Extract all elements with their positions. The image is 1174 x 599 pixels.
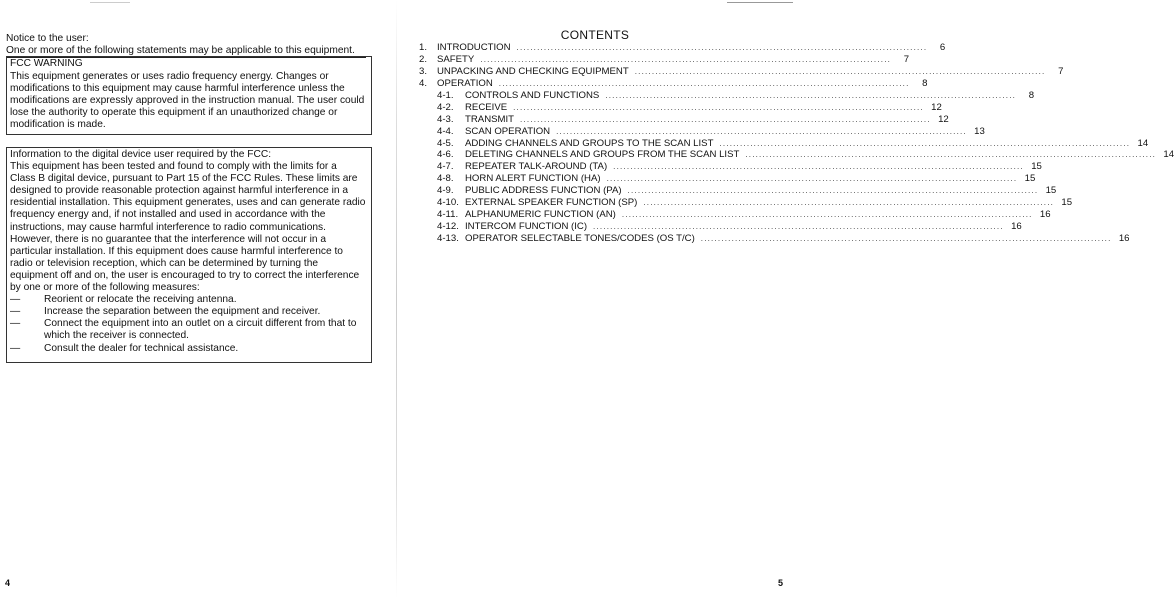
fcc-warning-title: FCC WARNING: [10, 58, 83, 69]
digital-device-body: [10, 149, 367, 294]
measure-text: which the receiver is connected.: [44, 330, 189, 342]
toc-entry-page: 12: [938, 113, 949, 125]
toc-entry-label: SCAN OPERATION: [465, 125, 551, 137]
toc-entry: [419, 173, 1036, 185]
toc-entry: [419, 209, 1051, 221]
table-of-contents: [419, 42, 1174, 245]
toc-entry-label: INTRODUCTION: [437, 42, 511, 53]
fcc-warning-box: [6, 56, 372, 135]
measure-text: Reorient or relocate the receiving antenna.: [44, 294, 237, 306]
fcc-warning-line: modification is made.: [10, 119, 106, 131]
digital-device-line: Information to the digital device user required by the FCC:: [10, 149, 272, 160]
notice-section: [6, 33, 366, 58]
toc-leader-dots: ........................................................................................................................: [513, 102, 924, 112]
toc-entry: [419, 197, 1073, 209]
toc-entry-page: 16: [1118, 233, 1130, 244]
toc-leader-dots: ........................................................................................................................: [719, 138, 1131, 148]
toc-entry: [419, 221, 1022, 233]
contents-title: CONTENTS: [560, 28, 630, 42]
toc-entry-number: 4-9.: [437, 185, 454, 197]
toc-leader-dots: ........................................................................................................................: [745, 150, 1157, 160]
left-page: [0, 0, 396, 599]
toc-leader-dots: ........................................................................................................................: [480, 54, 892, 64]
toc-entry: [419, 233, 1130, 245]
toc-entry: [419, 53, 910, 66]
toc-entry-number: 4-12.: [437, 221, 459, 233]
digital-device-line: residential installation. This equipment generates, uses and can generate radio: [10, 197, 366, 209]
toc-entry-page: 16: [1039, 209, 1051, 221]
toc-entry-page: 16: [1011, 221, 1022, 233]
toc-entry-label: EXTERNAL SPEAKER FUNCTION (SP): [465, 197, 638, 209]
toc-entry-page: 15: [1045, 185, 1057, 197]
toc-entry-page: 8: [922, 77, 928, 89]
toc-entry-label: PUBLIC ADDRESS FUNCTION (PA): [465, 185, 622, 197]
measure-item: [10, 318, 367, 342]
toc-entry-number: 4-5.: [437, 137, 454, 149]
digital-device-line: frequency energy and, if not installed and used in accordance with the: [10, 209, 326, 221]
toc-entry: [419, 42, 946, 54]
toc-entry-number: 4-2.: [437, 101, 454, 113]
measures-list: [10, 294, 367, 354]
toc-entry: [419, 113, 949, 126]
toc-entry-page: 15: [1031, 161, 1042, 173]
toc-entry: [419, 101, 942, 114]
scan-artifact-line: [90, 2, 130, 3]
digital-device-line: particular installation. If this equipment does cause harmful interference to: [10, 245, 343, 257]
toc-entry-number: 4-10.: [437, 197, 459, 209]
toc-entry-number: 4-4.: [437, 125, 454, 137]
measure-text: Consult the dealer for technical assistance.: [44, 342, 239, 354]
toc-entry-label: OPERATOR SELECTABLE TONES/CODES (OS T/C): [465, 233, 695, 244]
toc-entry-label: INTERCOM FUNCTION (IC): [465, 221, 588, 233]
digital-device-line: This equipment has been tested and found to comply with the limits for a: [10, 161, 337, 173]
digital-device-line: instructions, may cause harmful interference to radio communications.: [10, 221, 326, 233]
toc-leader-dots: ........................................................................................................................: [498, 78, 910, 88]
toc-entry-page: 7: [1058, 65, 1064, 77]
fcc-warning-line: This equipment generates or uses radio frequency energy. Changes or: [10, 71, 329, 83]
toc-entry: [419, 137, 1149, 150]
toc-entry-number: 4-1.: [437, 89, 454, 101]
toc-leader-dots: ........................................................................................................................: [634, 66, 1046, 76]
right-page: [397, 0, 1174, 599]
measure-item: [10, 294, 367, 306]
toc-entry-page: 14: [1137, 137, 1149, 149]
toc-entry-label: DELETING CHANNELS AND GROUPS FROM THE SCAN LIST: [465, 149, 740, 161]
measure-text: Connect the equipment into an outlet on a circuit different from that to: [44, 318, 357, 330]
measure-dash: —: [10, 306, 21, 318]
toc-entry-number: 4-6.: [437, 149, 454, 161]
toc-entry: [419, 185, 1057, 197]
toc-entry-page: 15: [1024, 173, 1036, 185]
toc-entry-number: 4.: [419, 77, 428, 89]
toc-entry-page: 12: [931, 101, 942, 113]
notice-heading: Notice to the user:: [6, 33, 89, 44]
fcc-warning-line: modifications are expressly approved in the instruction manual. The user could: [10, 95, 365, 107]
toc-entry-label: OPERATION: [437, 77, 493, 89]
measure-item: [10, 306, 367, 318]
toc-entry-label: SAFETY: [437, 53, 475, 65]
toc-entry: [419, 149, 1174, 161]
measure-item: [10, 343, 367, 355]
toc-entry-page: 15: [1061, 197, 1073, 209]
toc-leader-dots: ........................................................................................................................: [593, 222, 1004, 232]
toc-entry-page: 6: [939, 42, 946, 53]
toc-leader-dots: ........................................................................................................................: [643, 198, 1055, 208]
toc-entry-page: 8: [1028, 89, 1035, 101]
toc-entry-label: ALPHANUMERIC FUNCTION (AN): [465, 209, 616, 221]
page-number-right: 5: [777, 578, 783, 588]
toc-entry-label: CONTROLS AND FUNCTIONS: [465, 89, 600, 101]
digital-device-line: designed to provide reasonable protection against harmful interference in a: [10, 185, 349, 197]
digital-device-line: radio or television reception, which can be determined by turning the: [10, 257, 319, 269]
toc-leader-dots: ........................................................................................................................: [627, 186, 1039, 196]
toc-leader-dots: ........................................................................................................................: [621, 210, 1033, 220]
toc-entry: [419, 161, 1042, 173]
notice-text: One or more of the following statements may be applicable to this equipment.: [6, 45, 366, 58]
digital-device-line: Class B digital device, pursuant to Part 15 of the FCC Rules. These limits are: [10, 173, 358, 185]
toc-entry-number: 3.: [419, 65, 428, 77]
toc-entry-number: 4-3.: [437, 113, 454, 125]
toc-entry-number: 4-11.: [437, 209, 459, 221]
toc-entry-number: 4-13.: [437, 233, 459, 244]
toc-entry-label: REPEATER TALK-AROUND (TA): [465, 161, 608, 173]
toc-entry: [419, 125, 985, 138]
digital-device-line: equipment off and on, the user is encouraged to try to correct the interference: [10, 269, 360, 281]
toc-entry-label: ADDING CHANNELS AND GROUPS TO THE SCAN LIST: [465, 137, 714, 149]
toc-entry-label: UNPACKING AND CHECKING EQUIPMENT: [437, 65, 629, 77]
fcc-warning-body: [10, 71, 367, 131]
toc-leader-dots: ........................................................................................................................: [520, 114, 931, 124]
measure-dash: —: [10, 342, 21, 354]
toc-entry-number: 2.: [419, 53, 428, 65]
toc-entry-number: 1.: [419, 42, 428, 53]
toc-entry-label: RECEIVE: [465, 101, 508, 113]
toc-entry-page: 13: [974, 125, 985, 137]
digital-device-line: However, there is no guarantee that the interference will not occur in a: [10, 233, 326, 245]
toc-entry-label: HORN ALERT FUNCTION (HA): [465, 173, 601, 185]
digital-device-box: [6, 147, 372, 363]
scan-artifact-line: [727, 2, 793, 3]
fcc-warning-line: modifications to this equipment may cause harmful interference unless the: [10, 83, 345, 95]
toc-entry: [419, 65, 1064, 78]
toc-entry-page: 7: [903, 53, 910, 65]
toc-leader-dots: ........................................................................................................................: [556, 126, 967, 136]
digital-device-line: by one or more of the following measures:: [10, 282, 200, 294]
toc-entry-number: 4-7.: [437, 161, 454, 173]
toc-leader-dots: ........................................................................................................................: [516, 43, 928, 52]
fcc-warning-line: lose the authority to operate this equipment if an unauthorized change or: [10, 107, 338, 119]
toc-entry: [419, 89, 1035, 102]
measure-text: Increase the separation between the equipment and receiver.: [44, 306, 321, 318]
toc-leader-dots: ........................................................................................................................: [606, 174, 1018, 184]
page-number-left: 4: [5, 578, 11, 588]
toc-entry: [419, 77, 928, 90]
toc-entry-page: 14: [1163, 149, 1174, 161]
toc-leader-dots: ........................................................................................................................: [605, 90, 1017, 100]
toc-entry-number: 4-8.: [437, 173, 454, 185]
toc-entry-label: TRANSMIT: [465, 113, 515, 125]
measure-dash: —: [10, 318, 21, 330]
toc-leader-dots: ........................................................................................................................: [613, 162, 1024, 172]
measure-dash: —: [10, 294, 21, 306]
toc-leader-dots: ........................................................................................................................: [700, 234, 1112, 243]
